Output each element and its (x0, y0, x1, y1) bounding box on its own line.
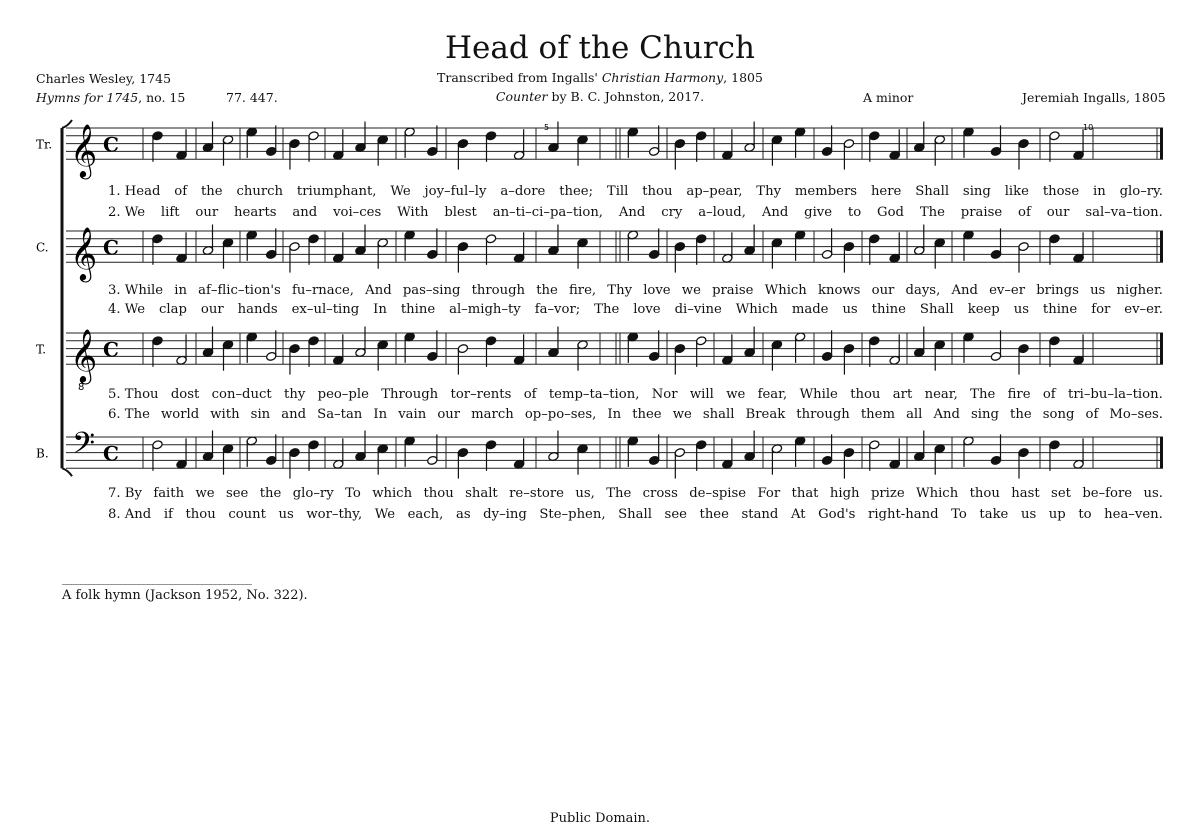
verse-7 (108, 486, 1163, 501)
final-barline-thick (1160, 333, 1163, 364)
verse-word: Through (381, 387, 439, 402)
transcription-credit: Transcribed from Ingalls' Christian Harmony, 1805 (437, 70, 763, 85)
verse-word: thine (1042, 302, 1078, 317)
verse-4 (108, 302, 1163, 317)
verse-word: praise (960, 205, 1003, 220)
verse-word: an–ti–ci–pa–tion, (492, 205, 604, 220)
verse-word: thou (642, 184, 673, 199)
verse-word: In (373, 302, 387, 317)
hymns-source: Hymns for 1745, no. 15 (36, 90, 186, 105)
verse-word: hearts (234, 205, 277, 220)
verse-word: Sa–tan (317, 407, 363, 422)
verse-word: glo–ry. (1119, 184, 1163, 199)
verse-word: we (672, 407, 692, 422)
verse-word: Ste–phen, (539, 507, 606, 522)
verse-word: like (1004, 184, 1029, 199)
page-title: Head of the Church (445, 30, 755, 66)
verse-word: al–migh–ty (449, 302, 521, 317)
verse-word: con–duct (211, 387, 272, 402)
verse-word: in (174, 283, 187, 298)
staff-label: B. (36, 446, 49, 461)
verse-word: those (1042, 184, 1080, 199)
verse-word: thee; (559, 184, 594, 199)
verse-word: Which (764, 283, 807, 298)
verse-word: the (200, 184, 223, 199)
verse-word: us (1090, 283, 1106, 298)
verse-word: made (791, 302, 829, 317)
verse-word: hands (237, 302, 278, 317)
verse-word: We (374, 507, 396, 522)
verse-word: through (471, 283, 526, 298)
verse-word: In (607, 407, 622, 422)
verse-word: march (471, 407, 514, 422)
verse-word: op–po–ses, (524, 407, 597, 422)
staff-label: T. (36, 342, 47, 357)
verse-word: days, (905, 283, 941, 298)
verse-word: Shall (618, 507, 652, 522)
verse-word: us (842, 302, 858, 317)
verse-word: brings (1036, 283, 1079, 298)
verse-word: And (618, 205, 646, 220)
verse-3 (108, 283, 1163, 298)
verse-6 (108, 407, 1163, 422)
verse-word: thee (632, 407, 662, 422)
verse-word: ex–ul–ting (291, 302, 360, 317)
treble-clef-icon: 𝄞 (70, 123, 98, 178)
final-barline-thick (1160, 128, 1163, 159)
verse-word: of (174, 184, 188, 199)
verse-word: keep (967, 302, 1000, 317)
counter-credit: Counter by B. C. Johnston, 2017. (495, 89, 705, 104)
verse-word: wor–thy, (306, 507, 363, 522)
time-signature: C (103, 441, 119, 466)
verse-word: cross (642, 486, 678, 501)
verse-word: our (437, 407, 461, 422)
verse-word: sal–va–tion. (1085, 205, 1163, 220)
verse-word: of (523, 387, 537, 402)
meter: 77. 447. (226, 90, 278, 105)
verse-word: a–dore (500, 184, 546, 199)
verse-word: us (1013, 302, 1029, 317)
verse-word: count (228, 507, 266, 522)
footnote: A folk hymn (Jackson 1952, No. 322). (62, 588, 308, 603)
verse-word: song (1042, 407, 1075, 422)
verse-2 (108, 205, 1163, 220)
final-barline-thick (1160, 231, 1163, 262)
verse-word: thou (850, 387, 881, 402)
verse-word: Break (745, 407, 786, 422)
verse-word: tor–rents (450, 387, 512, 402)
bass-clef-icon: 𝄢 (72, 426, 96, 468)
verse-word: af–flic–tion's (198, 283, 281, 298)
verse-word: And (951, 283, 978, 298)
verse-word: knows (817, 283, 861, 298)
verse-word: triumphant, (296, 184, 377, 199)
verse-word: 3. While (108, 283, 164, 298)
verse-word: Which (735, 302, 778, 317)
verse-word: The (970, 387, 996, 402)
verse-word: we (681, 283, 701, 298)
verse-word: To (951, 507, 967, 522)
verse-word: the (1010, 407, 1032, 422)
verse-word: Shall (915, 184, 950, 199)
verse-5 (108, 387, 1163, 402)
verse-word: us, (575, 486, 595, 501)
measure-number: 10 (1083, 123, 1094, 132)
verse-word: us (1020, 507, 1037, 522)
verse-word: Mo–ses. (1109, 407, 1163, 422)
verse-1 (108, 184, 1163, 199)
verse-word: our (200, 302, 224, 317)
bracket-bottom-hook (62, 468, 72, 476)
verse-word: temp–ta–tion, (548, 387, 640, 402)
footnote-rule: __________________________________________ (62, 572, 251, 585)
verse-word: And (365, 283, 392, 298)
verse-word: thine (400, 302, 436, 317)
verse-word: 4. We (108, 302, 146, 317)
verse-word: see (664, 507, 687, 522)
verse-word: the (536, 283, 558, 298)
verse-word: God's (818, 507, 856, 522)
verse-word: art (892, 387, 913, 402)
verse-word: hea–ven. (1104, 507, 1163, 522)
verse-word: which (372, 486, 413, 501)
verse-word: And (933, 407, 960, 422)
verse-word: members (794, 184, 858, 199)
verse-word: and (281, 407, 307, 422)
verse-word: And (761, 205, 789, 220)
verse-word: of (1042, 387, 1056, 402)
verse-word: our (1046, 205, 1070, 220)
verse-word: fear, (757, 387, 788, 402)
verse-word: shall (702, 407, 735, 422)
verse-word: The (594, 302, 620, 317)
verse-word: thee (699, 507, 729, 522)
verse-word: up (1048, 507, 1066, 522)
verse-word: each, (407, 507, 444, 522)
verse-8 (108, 507, 1163, 522)
verse-word: In (373, 407, 388, 422)
verse-word: clap (159, 302, 187, 317)
verse-word: us. (1143, 486, 1163, 501)
verse-word: through (796, 407, 850, 422)
verse-word: pas–sing (402, 283, 461, 298)
verse-word: to (1078, 507, 1092, 522)
verse-word: if (163, 507, 173, 522)
verse-word: our (871, 283, 895, 298)
time-signature: C (103, 132, 119, 157)
verse-word: God (877, 205, 904, 220)
verse-word: peo–ple (317, 387, 369, 402)
key-label: A minor (863, 90, 914, 105)
verse-word: blest (444, 205, 477, 220)
verse-word: For (757, 486, 781, 501)
verse-word: the (259, 486, 282, 501)
verse-word: with (210, 407, 240, 422)
composer-credit: Jeremiah Ingalls, 1805 (1022, 90, 1166, 105)
verse-word: that (791, 486, 819, 501)
license: Public Domain. (549, 811, 651, 826)
staff-label: C. (36, 240, 49, 255)
verse-word: love (643, 283, 671, 298)
verse-word: thine (871, 302, 906, 317)
verse-word: Nor (651, 387, 678, 402)
verse-word: sing (971, 407, 999, 422)
verse-word: to (847, 205, 862, 220)
treble-clef-icon: 𝄞 (70, 328, 98, 383)
treble-clef-icon: 𝄞 (70, 226, 98, 281)
verse-word: be–fore (1082, 486, 1133, 501)
verse-word: ev–er. (1124, 302, 1163, 317)
verse-word: ap–pear, (686, 184, 743, 199)
verse-word: sing (962, 184, 991, 199)
verse-word: re–store (509, 486, 564, 501)
verse-word: hast (1011, 486, 1040, 501)
time-signature: C (103, 235, 119, 260)
verse-word: them (860, 407, 895, 422)
verse-word: stand (741, 507, 779, 522)
author-credit: Charles Wesley, 1745 (36, 71, 172, 86)
final-barline-thick (1160, 437, 1163, 468)
measure-number: 5 (544, 123, 550, 132)
verse-word: of (1018, 205, 1031, 220)
verse-word: praise (712, 283, 754, 298)
verse-word: see (225, 486, 249, 501)
verse-word: We (390, 184, 411, 199)
verse-word: dy–ing (483, 507, 527, 522)
verse-word: in (1093, 184, 1106, 199)
verse-word: fa–vor; (534, 302, 581, 317)
verse-word: we (726, 387, 746, 402)
verse-word: 1. Head (108, 184, 161, 199)
verse-word: 5. Thou (108, 387, 159, 402)
verse-word: our (195, 205, 219, 220)
verse-word: joy–ful–ly (424, 184, 487, 199)
verse-word: church (236, 184, 284, 199)
time-signature: C (103, 337, 119, 362)
verse-word: vain (398, 407, 427, 422)
verse-word: 8. And (108, 507, 152, 522)
verse-word: fu–rnace, (291, 283, 354, 298)
octave-marker: 8 (78, 382, 85, 394)
verse-word: give (804, 205, 833, 220)
verse-word: Which (916, 486, 959, 501)
verse-word: for (1091, 302, 1111, 317)
verse-word: as (455, 507, 471, 522)
verse-word: thy (284, 387, 306, 402)
verse-word: At (790, 507, 806, 522)
verse-word: faith (153, 486, 185, 501)
verse-word: right-hand (868, 507, 939, 522)
verse-word: fire (1007, 387, 1031, 402)
verse-word: lift (160, 205, 180, 220)
verse-word: The (919, 205, 945, 220)
verse-word: of (1085, 407, 1099, 422)
verse-word: While (799, 387, 838, 402)
verse-word: will (689, 387, 714, 402)
verse-word: Thy (756, 184, 782, 199)
verse-word: take (979, 507, 1009, 522)
verse-word: voi–ces (333, 205, 382, 220)
verse-word: To (345, 486, 361, 501)
verse-word: here (870, 184, 902, 199)
verse-word: near, (924, 387, 958, 402)
verse-word: ev–er (989, 283, 1026, 298)
verse-word: cry (661, 205, 683, 220)
verse-word: thou (969, 486, 1000, 501)
verse-word: glo–ry (292, 486, 334, 501)
verse-word: Till (606, 184, 629, 199)
verse-word: world (160, 407, 200, 422)
verse-word: 6. The (108, 407, 150, 422)
verse-word: nigher. (1116, 283, 1163, 298)
verse-word: and (292, 205, 318, 220)
verse-word: a–loud, (698, 205, 746, 220)
verse-word: de–spise (689, 486, 747, 501)
verse-word: di–vine (674, 302, 722, 317)
verse-word: all (906, 407, 923, 422)
verse-word: we (195, 486, 215, 501)
verse-word: set (1051, 486, 1071, 501)
verse-word: Thy (607, 283, 633, 298)
verse-word: sin (250, 407, 271, 422)
verse-word: Shall (919, 302, 954, 317)
verse-word: thou (423, 486, 454, 501)
verse-word: high (829, 486, 860, 501)
staff-label: Tr. (36, 137, 53, 152)
verse-word: us (278, 507, 294, 522)
verse-word: thou (185, 507, 216, 522)
verse-word: shalt (465, 486, 498, 501)
verse-word: dost (170, 387, 200, 402)
verse-word: tri–bu–la–tion. (1068, 387, 1163, 402)
verse-word: 2. We (108, 205, 146, 220)
verse-word: 7. By (108, 486, 142, 501)
verse-word: fire, (569, 283, 597, 298)
verse-word: The (606, 486, 632, 501)
verse-word: love (633, 302, 661, 317)
verse-word: prize (870, 486, 905, 501)
verse-word: With (397, 205, 429, 220)
